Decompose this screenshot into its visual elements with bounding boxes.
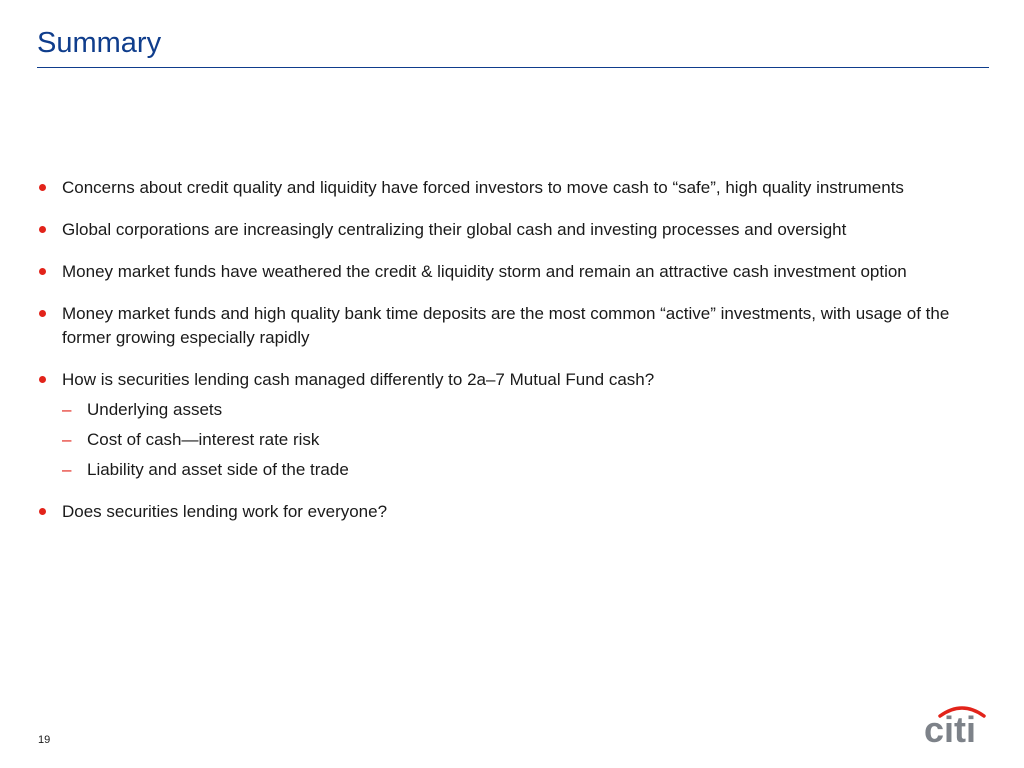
sub-bullet-text: Cost of cash—interest rate risk bbox=[87, 430, 320, 449]
bullet-text: Money market funds have weathered the credit & liquidity storm and remain an attractive cash investment option bbox=[62, 262, 907, 281]
bullet-item bbox=[37, 260, 989, 284]
bullet-text: Does securities lending work for everyone? bbox=[62, 502, 388, 521]
bullet-item bbox=[37, 302, 989, 350]
bullet-text: Concerns about credit quality and liquidity have forced investors to move cash to “safe”, high quality instruments bbox=[62, 178, 904, 197]
dash-icon: – bbox=[62, 430, 72, 449]
bullet-text: Global corporations are increasingly centralizing their global cash and investing processes and oversight bbox=[62, 220, 847, 239]
sub-bullet-item bbox=[62, 458, 989, 482]
bullet-item bbox=[37, 218, 989, 242]
sub-bullet-item bbox=[62, 398, 989, 422]
dash-icon: – bbox=[62, 460, 72, 479]
sub-bullet-list bbox=[62, 398, 989, 482]
sub-bullet-text: Liability and asset side of the trade bbox=[87, 460, 349, 479]
bullet-dot-icon bbox=[39, 376, 46, 383]
sub-bullet-item bbox=[62, 428, 989, 452]
dash-icon: – bbox=[62, 400, 72, 419]
bullet-item bbox=[37, 176, 989, 200]
page-number: 19 bbox=[38, 734, 51, 746]
bullet-dot-icon bbox=[39, 226, 46, 233]
citi-logo bbox=[922, 703, 988, 745]
bullet-item bbox=[37, 500, 989, 524]
bullet-text: How is securities lending cash managed differently to 2a–7 Mutual Fund cash? bbox=[62, 370, 655, 389]
title-divider bbox=[37, 67, 989, 68]
bullet-list bbox=[37, 176, 989, 542]
bullet-text: Money market funds and high quality bank time deposits are the most common “active” investments, with usage of the former growing especially rapidly bbox=[62, 304, 950, 347]
logo-wordmark: citi bbox=[924, 709, 977, 745]
sub-bullet-text: Underlying assets bbox=[87, 400, 223, 419]
bullet-dot-icon bbox=[39, 508, 46, 515]
bullet-dot-icon bbox=[39, 310, 46, 317]
slide-title: Summary bbox=[37, 27, 162, 59]
bullet-dot-icon bbox=[39, 184, 46, 191]
bullet-item bbox=[37, 368, 989, 482]
bullet-dot-icon bbox=[39, 268, 46, 275]
